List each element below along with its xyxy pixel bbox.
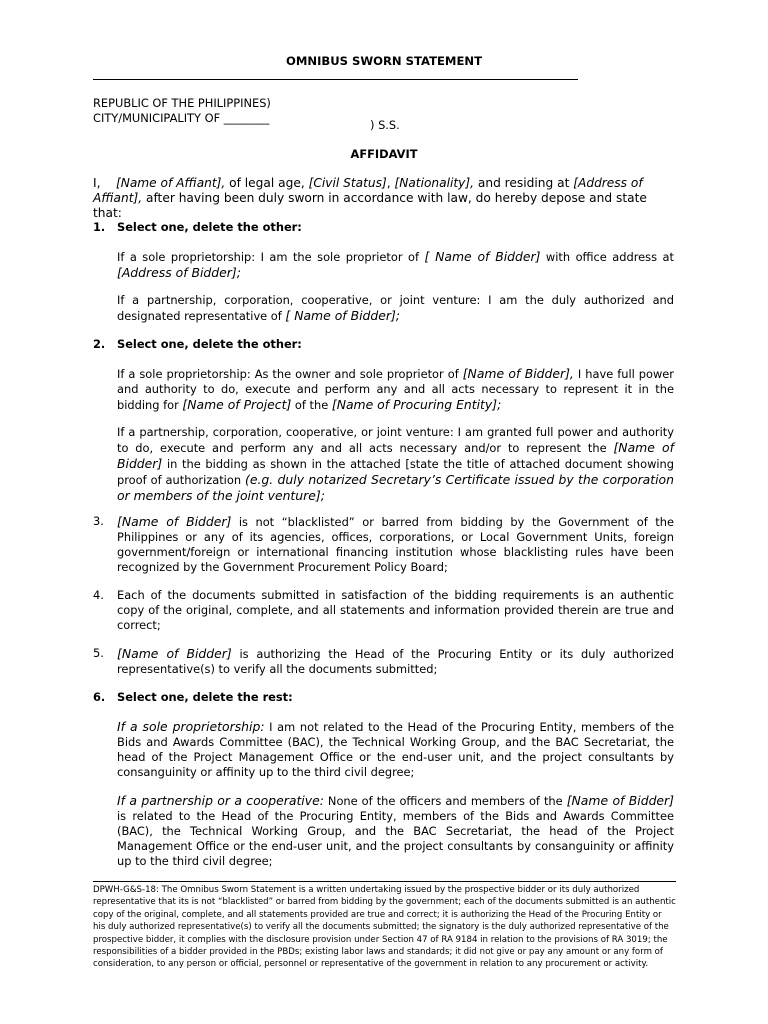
- nationality-placeholder: [Nationality],: [394, 176, 474, 190]
- item-number-5: 5.: [93, 646, 104, 660]
- item-4-text: Each of the documents submitted in satisfaction of the bidding requirements is an authentic copy of the original, complete, and all statements and information provided therein are true and correct;: [117, 588, 674, 632]
- para-text: None of the officers and members of the: [323, 794, 567, 808]
- intro-i: I,: [93, 176, 101, 190]
- venue-block: [93, 96, 393, 126]
- item-1-option-b: [117, 293, 674, 324]
- project-placeholder: [Name of Project]: [182, 397, 292, 412]
- affiant-placeholder: [Name of Affiant],: [115, 176, 226, 190]
- item-5-text: [117, 646, 674, 677]
- intro-paragraph: [93, 176, 676, 221]
- option-label: If a sole proprietorship:: [117, 719, 265, 734]
- item-number-1: 1.: [93, 220, 106, 234]
- para-text: If a sole proprietorship: I am the sole proprietor of: [117, 250, 425, 264]
- bidder-placeholder: [Name of Bidder]: [117, 440, 674, 471]
- para-text: I have full power and authority to do, execute and perform any and all acts necessary to represent it in the bidding for: [117, 367, 674, 412]
- para-text: If a sole proprietorship: As the owner and sole proprietor of: [117, 367, 463, 381]
- affidavit-heading: AFFIDAVIT: [350, 147, 418, 161]
- procuring-entity-placeholder: [Name of Procuring Entity];: [331, 397, 502, 412]
- bidder-placeholder: [Name of Bidder]: [117, 514, 232, 529]
- document-title: OMNIBUS SWORN STATEMENT: [285, 54, 483, 68]
- bidder-placeholder: [Name of Bidder],: [462, 366, 574, 381]
- para-text: If a partnership, corporation, cooperative, or joint venture: I am the duly authorized and designated representative of: [117, 293, 674, 323]
- item-3-text: [117, 514, 674, 575]
- item-heading-1: Select one, delete the other:: [117, 220, 302, 234]
- para-text: of the: [291, 398, 332, 412]
- item-heading-6: Select one, delete the rest:: [117, 690, 293, 704]
- item-6-option-a: [117, 719, 674, 780]
- intro-text: of legal age,: [225, 176, 309, 190]
- para-text: is authorizing the Head of the Procuring Entity or its duly authorized representative(s) to verify all the documents submitted;: [117, 647, 674, 676]
- intro-text: ,: [386, 176, 395, 190]
- bidder-placeholder: [ Name of Bidder]: [424, 249, 541, 264]
- intro-text: after having been duly sworn in accordance with law, do hereby depose and state that:: [93, 191, 647, 220]
- authorization-placeholder: (e.g. duly notarized Secretary’s Certificate issued by the corporation or members of the joint venture];: [117, 472, 674, 503]
- ss-label: ) S.S.: [370, 118, 400, 132]
- item-1-option-a: [117, 249, 674, 281]
- para-text: I am not related to the Head of the Procuring Entity, members of the Bids and Awards Committee (BAC), the Technical Working Group, and the BAC Secretariat, the head of the Project Management Office or the end-user unit, and the project consultants by consanguinity or affinity up to the third civil degree;: [117, 720, 674, 779]
- para-text: is not “blacklisted” or barred from bidding by the Government of the Philippines or any of its agencies, offices, corporations, or Local Government Units, foreign government/foreign or international financing institution whose blacklisting rules have been recognized by the Government Procurement Policy Board;: [117, 515, 674, 574]
- city-line: CITY/MUNICIPALITY OF ________: [93, 111, 270, 125]
- bidder-placeholder: [Name of Bidder]: [117, 646, 232, 661]
- bidder-placeholder: [Name of Bidder]: [566, 793, 674, 808]
- para-text: If a partnership, corporation, cooperative, or joint venture: I am granted full power and authority to do, execute and perform any and all acts necessary and/or to represent the: [117, 425, 674, 455]
- title-underline: [93, 79, 578, 80]
- para-text: in the bidding as shown in the attached [state the title of attached document showing proof of authorization: [117, 457, 674, 487]
- address-placeholder: [Address of Affiant],: [93, 176, 643, 205]
- bidder-address-placeholder: [Address of Bidder];: [117, 265, 241, 280]
- republic-line: REPUBLIC OF THE PHILIPPINES): [93, 96, 271, 110]
- footer-note: DPWH-G&S-18: The Omnibus Sworn Statement is a written undertaking issued by the prospective bidder or its duly authorized representative that its is not “blacklisted” or barred from bidding by the government; each of the documents submitted is an authentic copy of the original, complete, and all statements provided are true and correct; it is authorizing the Head of the Procuring Entity or his duly authorized representative(s) to verify all the documents submitted; the signatory is the duly authorized representative of the prospective bidder, it complies with the disclosure provision under Section 47 of RA 9184 in relation to the provisions of RA 3019; the responsibilities of a bidder provided in the PBDs; existing labor laws and standards; it did not give or pay any amount or any form of consideration, to any person or official, personnel or representative of the government in relation to any procurement or activity.: [93, 885, 676, 970]
- bidder-placeholder: [ Name of Bidder];: [285, 308, 400, 323]
- para-text: with office address at: [540, 250, 674, 264]
- item-number-4: 4.: [93, 588, 104, 602]
- civil-status-placeholder: [Civil Status]: [308, 176, 387, 190]
- item-heading-2: Select one, delete the other:: [117, 337, 302, 351]
- item-2-option-b: [117, 425, 674, 504]
- intro-text: and residing at: [474, 176, 574, 190]
- item-number-2: 2.: [93, 337, 106, 351]
- item-number-3: 3.: [93, 514, 104, 528]
- item-number-6: 6.: [93, 690, 106, 704]
- item-6-option-b: [117, 793, 674, 869]
- para-text: is related to the Head of the Procuring Entity, members of the Bids and Awards Committee (BAC), the Technical Working Group, and the BAC Secretariat, the head of the Project Management Office or the end-user unit, and the project consultants by consanguinity or affinity up to the third civil degree;: [117, 809, 674, 868]
- item-2-option-a: [117, 366, 674, 413]
- footer-divider: [93, 881, 676, 882]
- option-label: If a partnership or a cooperative:: [117, 793, 324, 808]
